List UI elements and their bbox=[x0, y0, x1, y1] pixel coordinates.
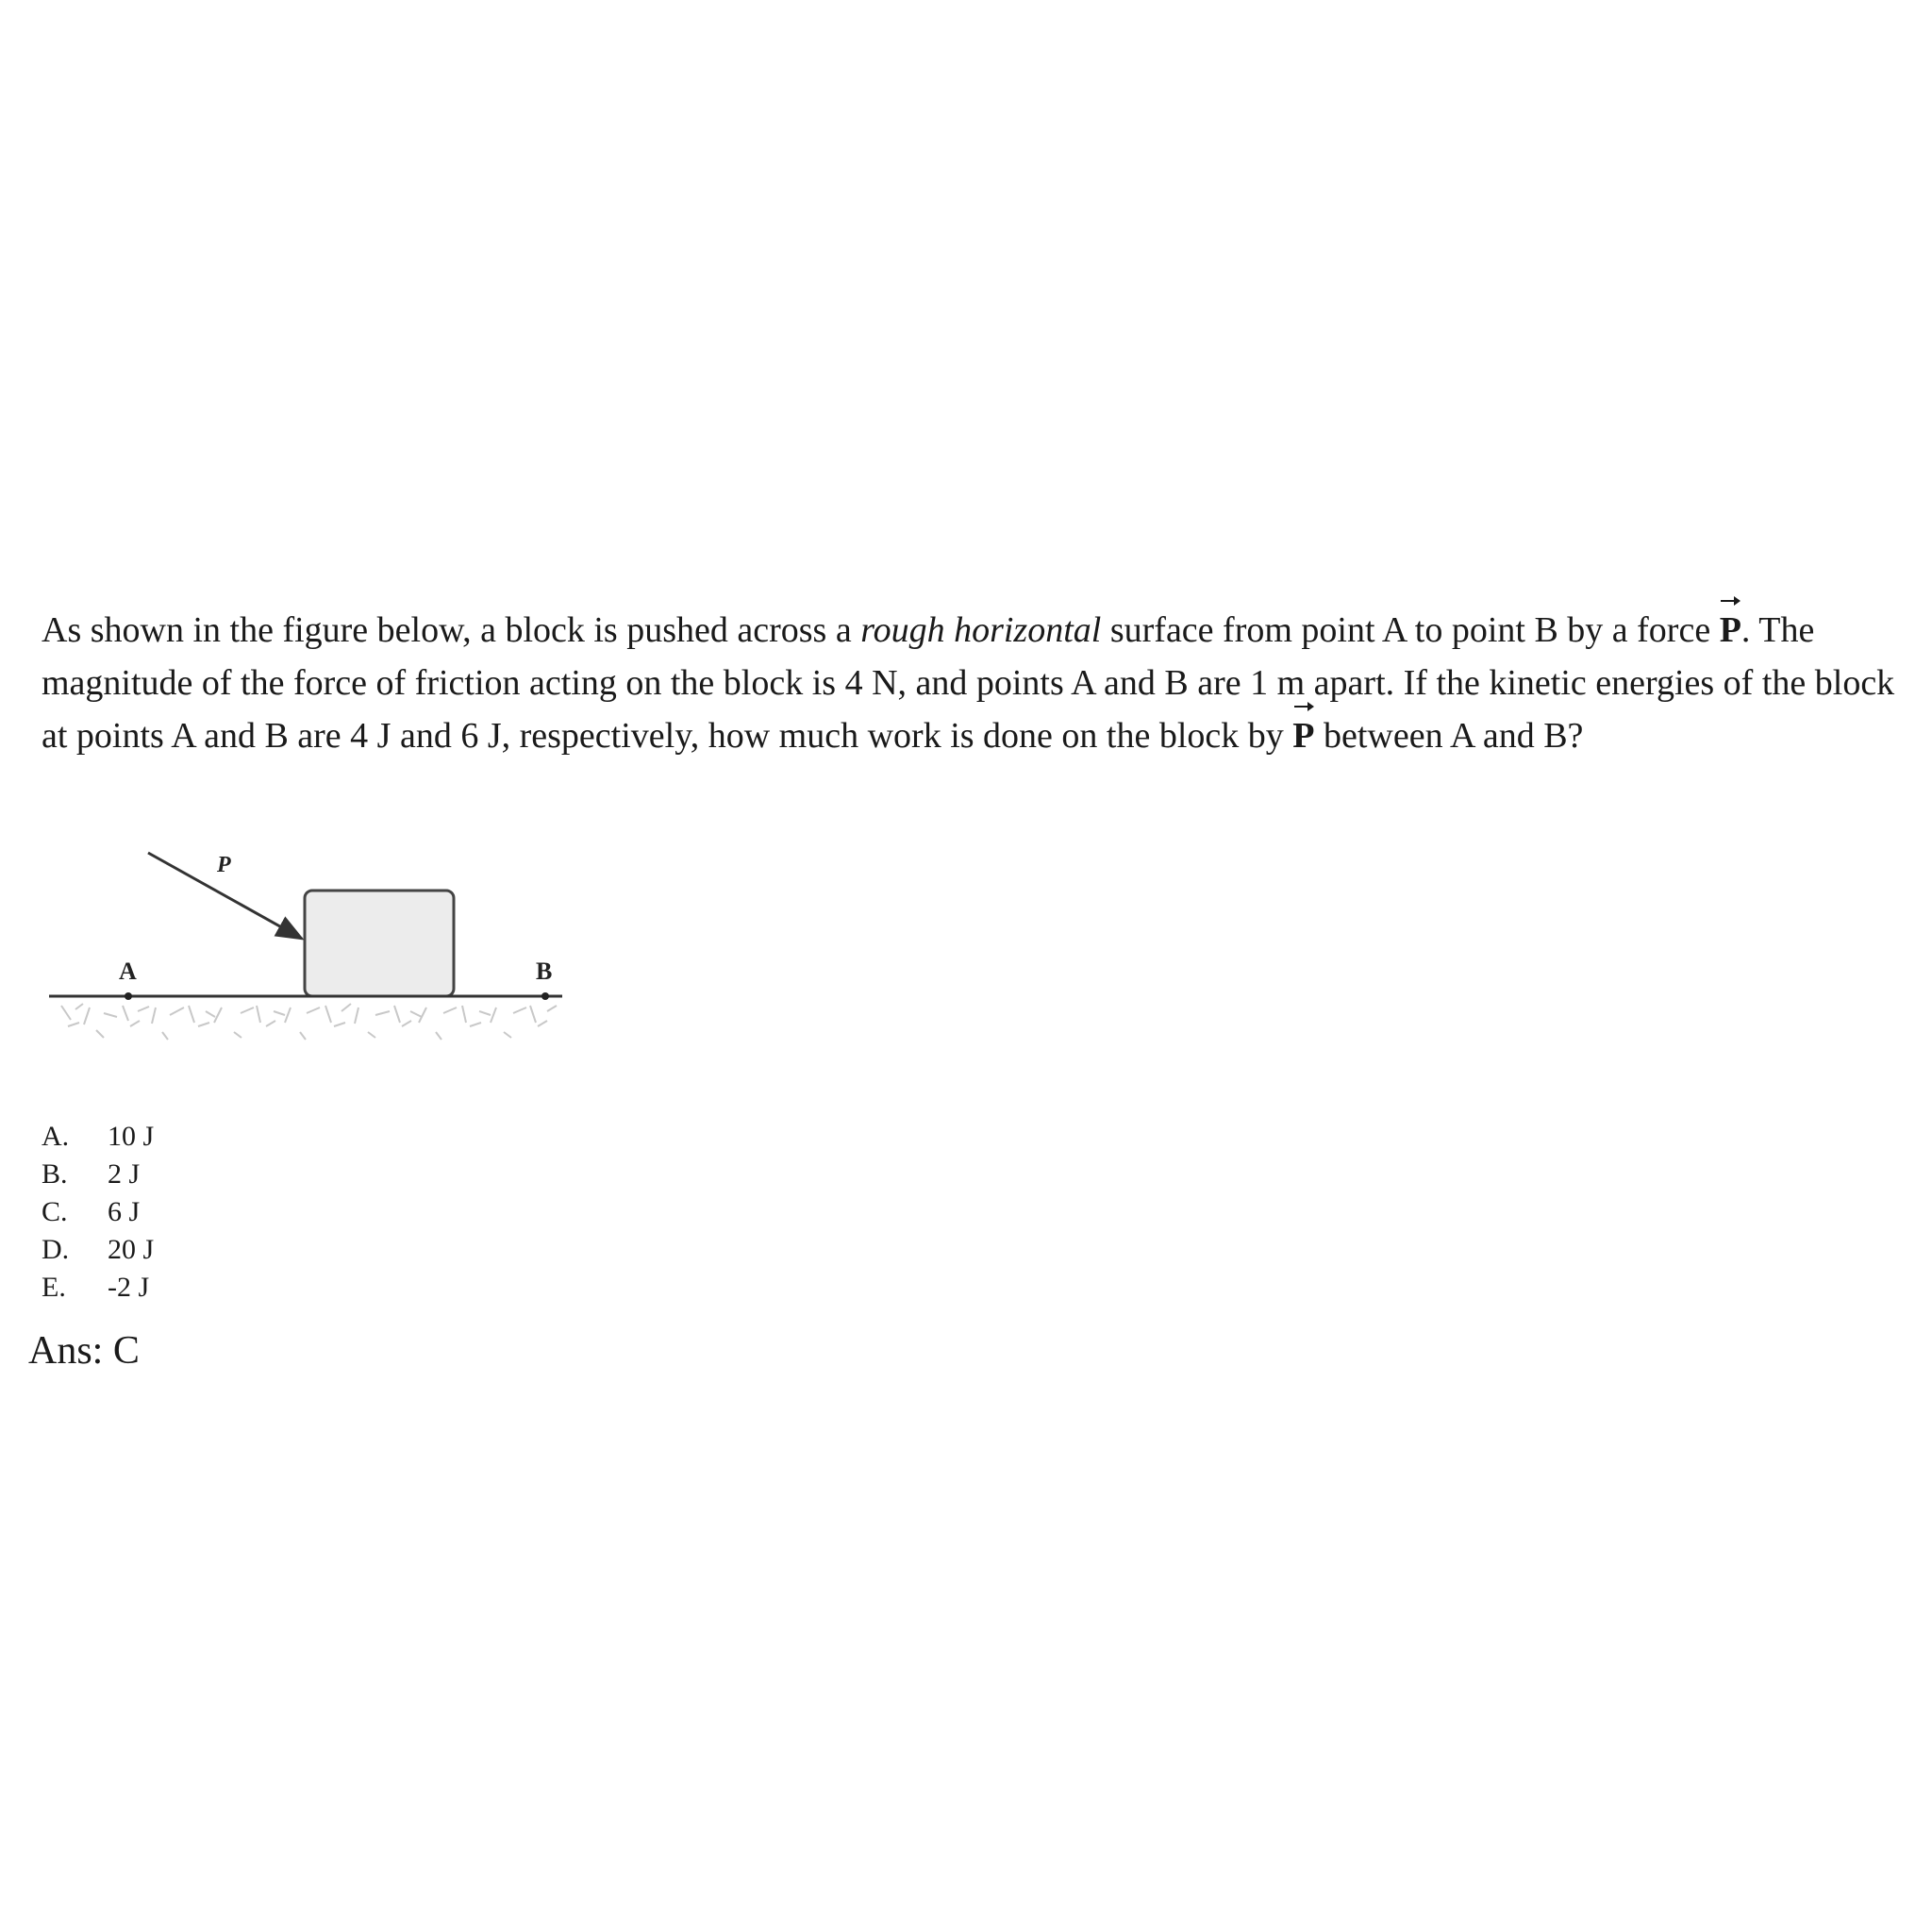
choice-a bbox=[42, 1118, 154, 1156]
point-a-marker bbox=[125, 992, 132, 1000]
question-italic: rough horizontal bbox=[860, 610, 1102, 650]
point-b-marker bbox=[541, 992, 549, 1000]
vector-symbol: P bbox=[1719, 610, 1741, 650]
choice-text: 2 J bbox=[108, 1158, 141, 1190]
choice-letter: A. bbox=[42, 1121, 70, 1152]
question-part-3: . The magnitude of the force of friction acting on the block is 4 N, and points A and B are 1 m apart. If the kinetic energies of the block at points A and B are 4 J and 6 J, respectively, how much work is done on the block by bbox=[42, 610, 1895, 756]
choice-e bbox=[42, 1269, 154, 1307]
block-diagram bbox=[47, 838, 575, 1064]
answer-text: Ans: C bbox=[28, 1329, 140, 1373]
question-part-2: surface from point A to point B by a force bbox=[1101, 610, 1720, 650]
point-a-label: A bbox=[119, 958, 137, 985]
question-part-4: between A and B? bbox=[1314, 716, 1584, 756]
vector-symbol: P bbox=[1292, 716, 1315, 756]
ground-texture bbox=[61, 1004, 557, 1040]
force-label: P bbox=[217, 853, 231, 877]
choice-letter: C. bbox=[42, 1196, 68, 1227]
choice-d bbox=[42, 1231, 154, 1269]
choice-text: 6 J bbox=[108, 1196, 141, 1227]
choice-text: 10 J bbox=[108, 1121, 155, 1152]
block bbox=[305, 891, 454, 996]
point-b-label: B bbox=[536, 958, 553, 985]
force-vector-p-2 bbox=[1292, 709, 1314, 762]
choice-letter: B. bbox=[42, 1158, 68, 1190]
choice-text: 20 J bbox=[108, 1234, 155, 1265]
choice-c bbox=[42, 1193, 154, 1231]
choice-letter: D. bbox=[42, 1234, 70, 1265]
choice-text: -2 J bbox=[108, 1272, 150, 1303]
choice-letter: E. bbox=[42, 1272, 66, 1303]
choice-b bbox=[42, 1156, 154, 1193]
vector-arrow-icon bbox=[1292, 700, 1315, 713]
answer-choices bbox=[42, 1118, 154, 1307]
question-part-1: As shown in the figure below, a block is pushed across a bbox=[42, 610, 861, 650]
force-vector-p bbox=[1720, 604, 1741, 657]
question-text bbox=[42, 604, 1909, 762]
question-paragraph bbox=[42, 604, 1909, 762]
vector-arrow-icon bbox=[1719, 594, 1741, 608]
